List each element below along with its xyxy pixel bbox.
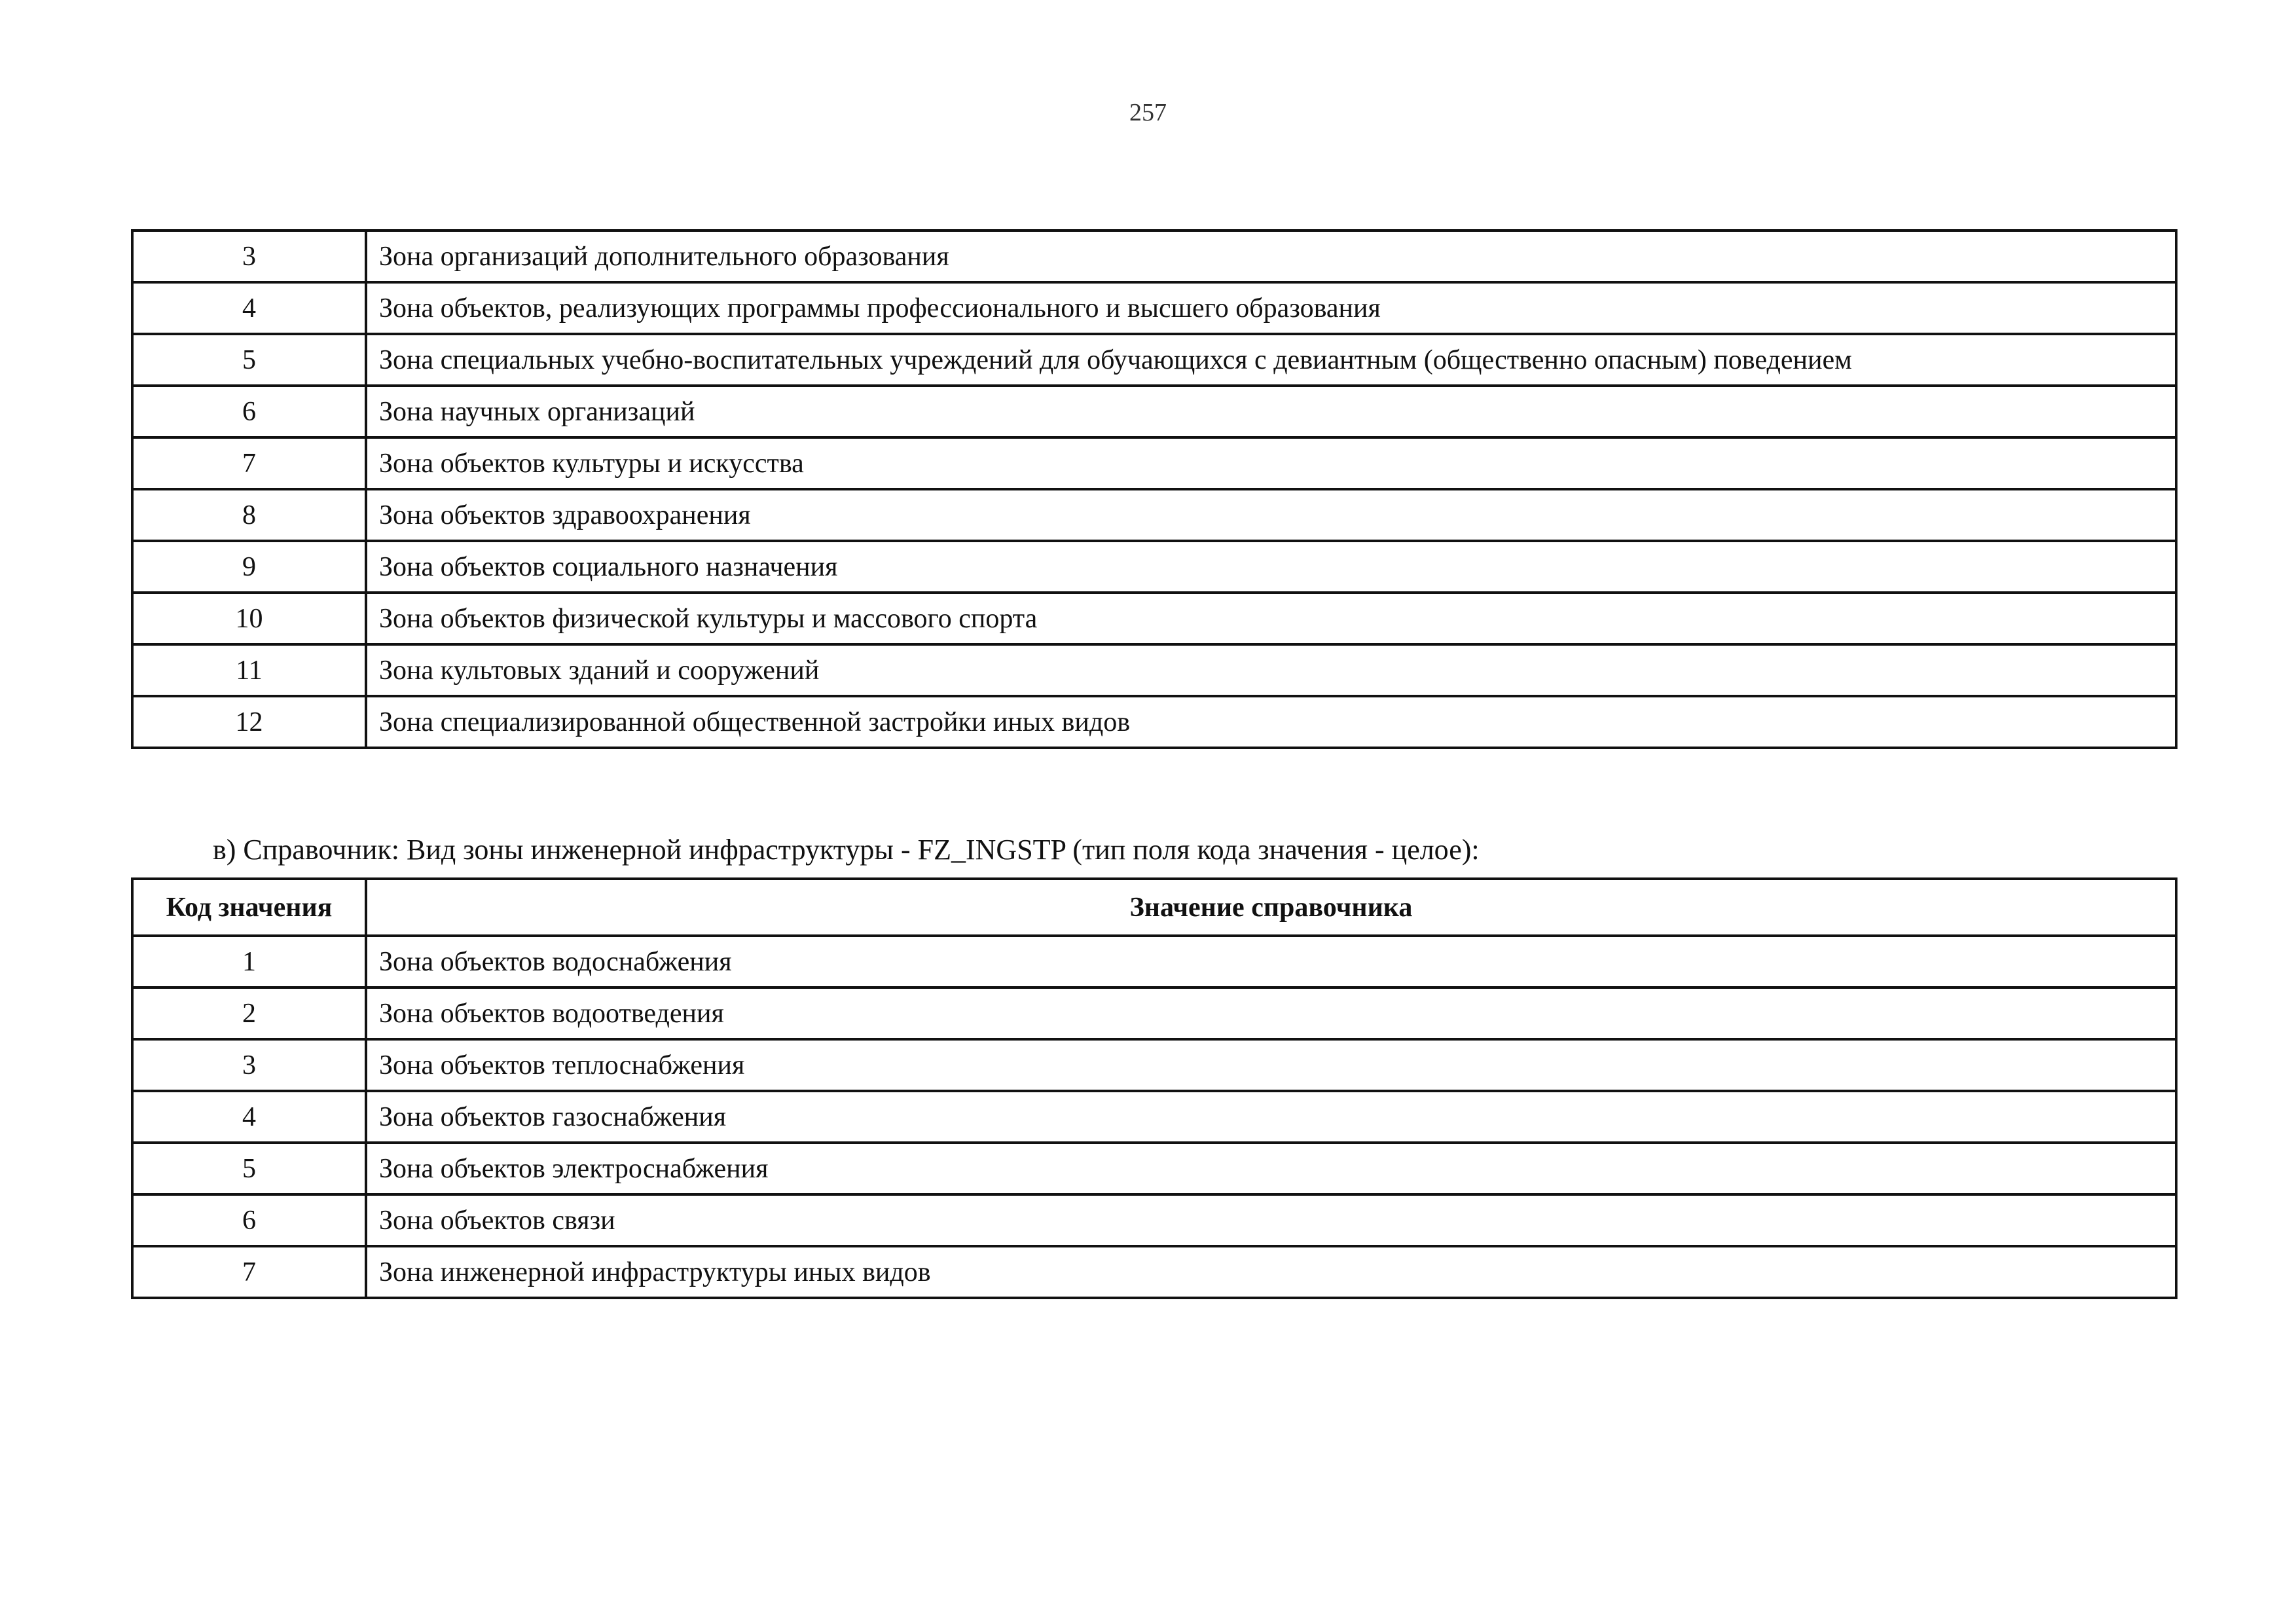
- value-cell: Зона объектов связи: [366, 1194, 2176, 1246]
- value-cell: Зона объектов газоснабжения: [366, 1091, 2176, 1143]
- value-cell: Зона объектов электроснабжения: [366, 1143, 2176, 1194]
- code-cell: 8: [132, 489, 366, 541]
- value-cell: Зона объектов водоснабжения: [366, 936, 2176, 987]
- table-row: [132, 282, 2176, 334]
- engineering-zone-table: [131, 877, 2178, 1299]
- zone-table-continued: [131, 229, 2178, 749]
- directory-caption: в) Справочник: Вид зоны инженерной инфраструктуры - FZ_INGSTP (тип поля кода значения - целое):: [213, 834, 1480, 866]
- code-cell: 7: [132, 1246, 366, 1298]
- value-cell: Зона организаций дополнительного образования: [366, 231, 2176, 282]
- value-cell: Зона объектов социального назначения: [366, 541, 2176, 593]
- engineering-zone-table-body: [132, 936, 2176, 1298]
- table-row: [132, 541, 2176, 593]
- code-cell: 2: [132, 987, 366, 1039]
- value-cell: Зона инженерной инфраструктуры иных видов: [366, 1246, 2176, 1298]
- code-cell: 5: [132, 334, 366, 386]
- code-cell: 3: [132, 231, 366, 282]
- table-row: [132, 1039, 2176, 1091]
- code-cell: 6: [132, 1194, 366, 1246]
- table-row: [132, 231, 2176, 282]
- code-column-header: Код значения: [132, 879, 366, 936]
- value-cell: Зона специальных учебно-воспитательных учреждений для обучающихся с девиантным (общественно опасным) поведением: [366, 334, 2176, 386]
- value-cell: Зона объектов водоотведения: [366, 987, 2176, 1039]
- table-row: [132, 1194, 2176, 1246]
- value-cell: Зона объектов теплоснабжения: [366, 1039, 2176, 1091]
- value-cell: Зона культовых зданий и сооружений: [366, 644, 2176, 696]
- value-cell: Зона специализированной общественной застройки иных видов: [366, 696, 2176, 748]
- code-cell: 7: [132, 437, 366, 489]
- table-row: [132, 437, 2176, 489]
- code-cell: 3: [132, 1039, 366, 1091]
- table-row: [132, 987, 2176, 1039]
- value-cell: Зона объектов культуры и искусства: [366, 437, 2176, 489]
- zone-table-body: [132, 231, 2176, 748]
- table-row: [132, 334, 2176, 386]
- value-cell: Зона научных организаций: [366, 386, 2176, 437]
- table-row: [132, 386, 2176, 437]
- header-row: [132, 879, 2176, 936]
- value-cell: Зона объектов физической культуры и массового спорта: [366, 593, 2176, 644]
- value-cell: Зона объектов здравоохранения: [366, 489, 2176, 541]
- code-cell: 4: [132, 1091, 366, 1143]
- table-row: [132, 593, 2176, 644]
- table-row: [132, 1143, 2176, 1194]
- page-number: 257: [1129, 99, 1167, 126]
- table-row: [132, 489, 2176, 541]
- table-row: [132, 1246, 2176, 1298]
- code-cell: 6: [132, 386, 366, 437]
- value-column-header: Значение справочника: [366, 879, 2176, 936]
- table-row: [132, 696, 2176, 748]
- table-header: [132, 879, 2176, 936]
- code-cell: 1: [132, 936, 366, 987]
- code-cell: 11: [132, 644, 366, 696]
- table-row: [132, 644, 2176, 696]
- code-cell: 5: [132, 1143, 366, 1194]
- code-cell: 4: [132, 282, 366, 334]
- code-cell: 9: [132, 541, 366, 593]
- value-cell: Зона объектов, реализующих программы профессионального и высшего образования: [366, 282, 2176, 334]
- table-row: [132, 936, 2176, 987]
- code-cell: 10: [132, 593, 366, 644]
- code-cell: 12: [132, 696, 366, 748]
- table-row: [132, 1091, 2176, 1143]
